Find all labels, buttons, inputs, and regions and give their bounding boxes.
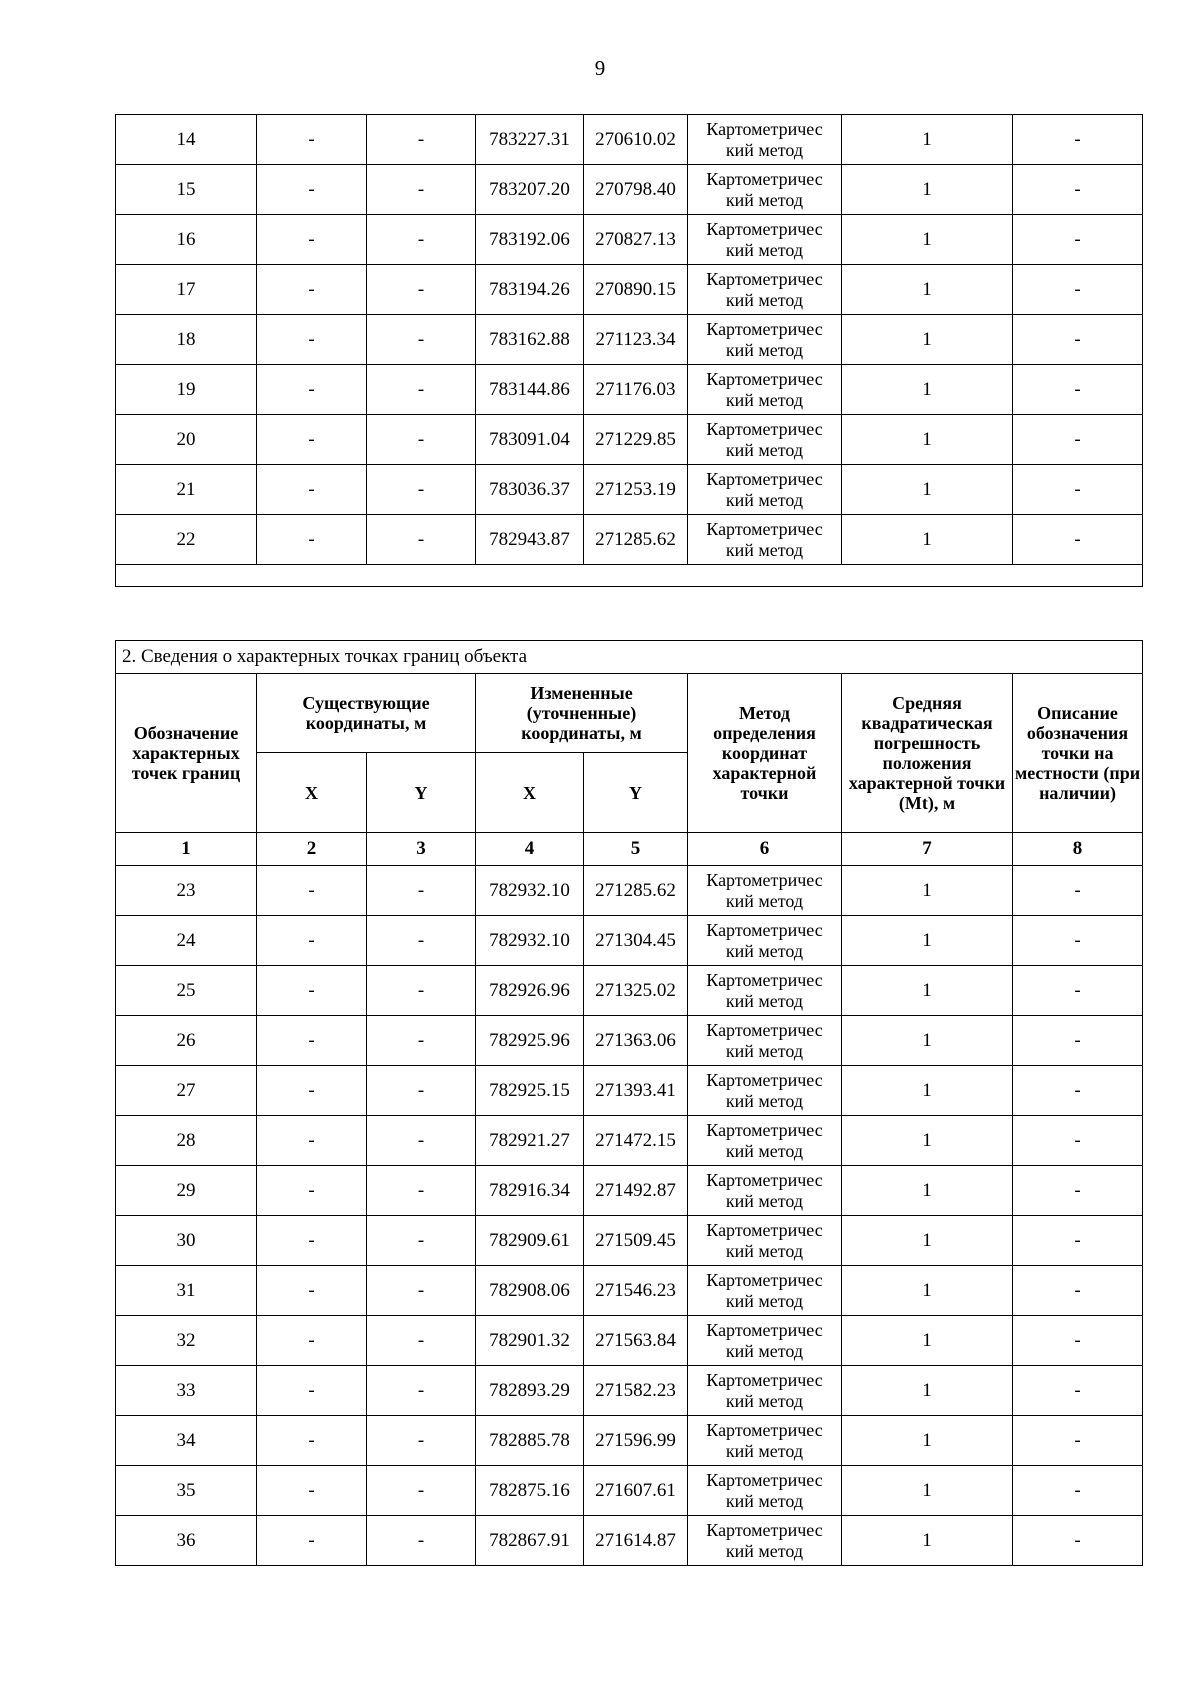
method-text-line: Картометричес — [706, 1169, 823, 1190]
existing-x-cell: - — [257, 465, 367, 515]
error-cell: 1 — [842, 866, 1013, 916]
changed-x-cell: 783192.06 — [476, 215, 584, 265]
method-text-line: кий метод — [725, 1040, 804, 1061]
point-number-cell: 25 — [116, 966, 257, 1016]
table-row — [116, 1166, 1143, 1216]
existing-x-cell: - — [257, 1366, 367, 1416]
point-number-cell: 31 — [116, 1266, 257, 1316]
point-number-cell: 26 — [116, 1016, 257, 1066]
point-number-cell: 15 — [116, 165, 257, 215]
method-text-line: Картометричес — [706, 318, 823, 339]
table-row — [116, 1466, 1143, 1516]
table-row — [116, 265, 1143, 315]
changed-y-cell: 271285.62 — [584, 515, 688, 565]
method-cell — [688, 916, 842, 966]
description-cell: - — [1013, 1066, 1143, 1116]
error-cell: 1 — [842, 1016, 1013, 1066]
description-cell: - — [1013, 115, 1143, 165]
table-row — [116, 1266, 1143, 1316]
error-cell: 1 — [842, 1316, 1013, 1366]
header-changed-coords: Измененные (уточненные) координаты, м — [476, 674, 688, 753]
method-text-line: кий метод — [725, 1490, 804, 1511]
method-text-line: кий метод — [725, 1290, 804, 1311]
method-text-line: кий метод — [725, 1540, 804, 1561]
changed-x-cell: 783162.88 — [476, 315, 584, 365]
column-number: 5 — [584, 833, 688, 866]
point-number-cell: 24 — [116, 916, 257, 966]
description-cell: - — [1013, 1416, 1143, 1466]
changed-x-cell: 782925.96 — [476, 1016, 584, 1066]
existing-x-cell: - — [257, 1516, 367, 1566]
method-cell — [688, 1366, 842, 1416]
changed-y-cell: 271472.15 — [584, 1116, 688, 1166]
description-cell: - — [1013, 465, 1143, 515]
changed-x-cell: 782901.32 — [476, 1316, 584, 1366]
method-text-line: кий метод — [725, 1390, 804, 1411]
existing-x-cell: - — [257, 315, 367, 365]
column-number: 1 — [116, 833, 257, 866]
existing-y-cell: - — [367, 115, 476, 165]
existing-y-cell: - — [367, 1116, 476, 1166]
description-cell: - — [1013, 916, 1143, 966]
page-number: 9 — [594, 56, 606, 80]
method-text-line: Картометричес — [706, 869, 823, 890]
existing-y-cell: - — [367, 1316, 476, 1366]
table-row — [116, 115, 1143, 165]
description-cell: - — [1013, 165, 1143, 215]
error-cell: 1 — [842, 1166, 1013, 1216]
changed-x-cell: 782875.16 — [476, 1466, 584, 1516]
method-cell — [688, 365, 842, 415]
existing-y-cell: - — [367, 916, 476, 966]
changed-y-cell: 270827.13 — [584, 215, 688, 265]
error-cell: 1 — [842, 515, 1013, 565]
empty-cell — [116, 565, 1143, 587]
table-row — [116, 1316, 1143, 1366]
error-cell: 1 — [842, 1066, 1013, 1116]
method-text-line: кий метод — [725, 890, 804, 911]
changed-x-cell: 783227.31 — [476, 115, 584, 165]
point-number-cell: 34 — [116, 1416, 257, 1466]
description-cell: - — [1013, 1466, 1143, 1516]
table-row — [116, 1216, 1143, 1266]
method-cell — [688, 1066, 842, 1116]
existing-x-cell: - — [257, 1266, 367, 1316]
changed-y-cell: 270610.02 — [584, 115, 688, 165]
column-number: 7 — [842, 833, 1013, 866]
error-cell: 1 — [842, 1266, 1013, 1316]
method-cell — [688, 1266, 842, 1316]
existing-y-cell: - — [367, 1016, 476, 1066]
changed-y-cell: 271509.45 — [584, 1216, 688, 1266]
point-number-cell: 16 — [116, 215, 257, 265]
table2-body — [116, 866, 1143, 1566]
error-cell: 1 — [842, 966, 1013, 1016]
changed-x-cell: 782908.06 — [476, 1266, 584, 1316]
error-cell: 1 — [842, 1516, 1013, 1566]
method-text-line: кий метод — [725, 439, 804, 460]
existing-x-cell: - — [257, 866, 367, 916]
existing-x-cell: - — [257, 1466, 367, 1516]
changed-x-cell: 782943.87 — [476, 515, 584, 565]
error-cell: 1 — [842, 115, 1013, 165]
point-number-cell: 23 — [116, 866, 257, 916]
error-cell: 1 — [842, 215, 1013, 265]
description-cell: - — [1013, 1366, 1143, 1416]
changed-y-cell: 271614.87 — [584, 1516, 688, 1566]
header-existing-x: X — [257, 753, 367, 833]
header-changed-x: X — [476, 753, 584, 833]
method-cell — [688, 1466, 842, 1516]
point-number-cell: 17 — [116, 265, 257, 315]
table-row — [116, 1066, 1143, 1116]
point-number-cell: 27 — [116, 1066, 257, 1116]
table-row — [116, 916, 1143, 966]
method-text-line: Картометричес — [706, 518, 823, 539]
table-row — [116, 1366, 1143, 1416]
method-text-line: кий метод — [725, 1140, 804, 1161]
method-cell — [688, 1116, 842, 1166]
error-cell: 1 — [842, 1216, 1013, 1266]
point-number-cell: 20 — [116, 415, 257, 465]
column-number: 4 — [476, 833, 584, 866]
method-text-line: Картометричес — [706, 468, 823, 489]
description-cell: - — [1013, 1116, 1143, 1166]
column-number: 3 — [367, 833, 476, 866]
existing-x-cell: - — [257, 515, 367, 565]
point-number-cell: 28 — [116, 1116, 257, 1166]
method-cell — [688, 215, 842, 265]
method-text-line: Картометричес — [706, 1419, 823, 1440]
table-row — [116, 315, 1143, 365]
point-number-cell: 19 — [116, 365, 257, 415]
point-number-cell: 35 — [116, 1466, 257, 1516]
method-cell — [688, 415, 842, 465]
method-text-line: кий метод — [725, 1340, 804, 1361]
changed-x-cell: 782909.61 — [476, 1216, 584, 1266]
existing-x-cell: - — [257, 916, 367, 966]
changed-y-cell: 271325.02 — [584, 966, 688, 1016]
column-number: 2 — [257, 833, 367, 866]
method-text-line: Картометричес — [706, 168, 823, 189]
table-row — [116, 215, 1143, 265]
existing-x-cell: - — [257, 1066, 367, 1116]
method-cell — [688, 1166, 842, 1216]
table-row — [116, 165, 1143, 215]
existing-x-cell: - — [257, 1166, 367, 1216]
method-text-line: Картометричес — [706, 118, 823, 139]
method-cell — [688, 465, 842, 515]
description-cell: - — [1013, 265, 1143, 315]
error-cell: 1 — [842, 465, 1013, 515]
existing-x-cell: - — [257, 115, 367, 165]
changed-x-cell: 782921.27 — [476, 1116, 584, 1166]
method-text-line: кий метод — [725, 239, 804, 260]
point-number-cell: 14 — [116, 115, 257, 165]
method-text-line: кий метод — [725, 389, 804, 410]
method-cell — [688, 1516, 842, 1566]
existing-x-cell: - — [257, 415, 367, 465]
description-cell: - — [1013, 1516, 1143, 1566]
method-cell — [688, 1316, 842, 1366]
method-text-line: Картометричес — [706, 268, 823, 289]
changed-y-cell: 271582.23 — [584, 1366, 688, 1416]
point-number-cell: 22 — [116, 515, 257, 565]
header-existing-coords: Существующие координаты, м — [257, 674, 476, 753]
method-text-line: Картометричес — [706, 1369, 823, 1390]
table-row — [116, 1416, 1143, 1466]
changed-x-cell: 782926.96 — [476, 966, 584, 1016]
description-cell: - — [1013, 866, 1143, 916]
method-text-line: Картометричес — [706, 1519, 823, 1540]
existing-y-cell: - — [367, 365, 476, 415]
error-cell: 1 — [842, 265, 1013, 315]
method-text-line: Картометричес — [706, 1469, 823, 1490]
existing-y-cell: - — [367, 315, 476, 365]
changed-x-cell: 783194.26 — [476, 265, 584, 315]
existing-x-cell: - — [257, 365, 367, 415]
changed-x-cell: 782925.15 — [476, 1066, 584, 1116]
method-cell — [688, 966, 842, 1016]
changed-x-cell: 782932.10 — [476, 916, 584, 966]
existing-x-cell: - — [257, 165, 367, 215]
changed-x-cell: 783207.20 — [476, 165, 584, 215]
method-text-line: Картометричес — [706, 218, 823, 239]
point-number-cell: 36 — [116, 1516, 257, 1566]
method-text-line: Картометричес — [706, 1219, 823, 1240]
section-title: 2. Сведения о характерных точках границ объекта — [116, 641, 1143, 674]
error-cell: 1 — [842, 1366, 1013, 1416]
method-text-line: кий метод — [725, 1090, 804, 1111]
changed-y-cell: 271546.23 — [584, 1266, 688, 1316]
method-text-line: Картометричес — [706, 919, 823, 940]
method-cell — [688, 1016, 842, 1066]
table-row — [116, 1016, 1143, 1066]
existing-y-cell: - — [367, 1266, 476, 1316]
existing-x-cell: - — [257, 215, 367, 265]
existing-y-cell: - — [367, 515, 476, 565]
existing-y-cell: - — [367, 1166, 476, 1216]
method-text-line: Картометричес — [706, 1019, 823, 1040]
method-text-line: Картометричес — [706, 368, 823, 389]
method-text-line: Картометричес — [706, 1319, 823, 1340]
method-text-line: кий метод — [725, 139, 804, 160]
changed-y-cell: 271607.61 — [584, 1466, 688, 1516]
description-cell: - — [1013, 315, 1143, 365]
table-row — [116, 1116, 1143, 1166]
existing-y-cell: - — [367, 265, 476, 315]
method-text-line: Картометричес — [706, 969, 823, 990]
existing-y-cell: - — [367, 866, 476, 916]
description-cell: - — [1013, 215, 1143, 265]
description-cell: - — [1013, 1016, 1143, 1066]
method-text-line: Картометричес — [706, 1069, 823, 1090]
changed-y-cell: 271596.99 — [584, 1416, 688, 1466]
existing-y-cell: - — [367, 215, 476, 265]
point-number-cell: 29 — [116, 1166, 257, 1216]
table-row — [116, 1516, 1143, 1566]
changed-x-cell: 782885.78 — [476, 1416, 584, 1466]
header-error: Средняя квадратическая погрешность положения характерной точки (Mt), м — [842, 674, 1013, 833]
changed-y-cell: 271253.19 — [584, 465, 688, 515]
point-number-cell: 21 — [116, 465, 257, 515]
method-text-line: кий метод — [725, 1440, 804, 1461]
existing-y-cell: - — [367, 1466, 476, 1516]
description-cell: - — [1013, 1216, 1143, 1266]
description-cell: - — [1013, 415, 1143, 465]
existing-y-cell: - — [367, 415, 476, 465]
method-cell — [688, 515, 842, 565]
table-row — [116, 866, 1143, 916]
method-text-line: кий метод — [725, 539, 804, 560]
changed-y-cell: 271492.87 — [584, 1166, 688, 1216]
changed-y-cell: 271393.41 — [584, 1066, 688, 1116]
column-number: 8 — [1013, 833, 1143, 866]
error-cell: 1 — [842, 1466, 1013, 1516]
changed-y-cell: 270798.40 — [584, 165, 688, 215]
description-cell: - — [1013, 365, 1143, 415]
table-row — [116, 465, 1143, 515]
existing-y-cell: - — [367, 1066, 476, 1116]
description-cell: - — [1013, 1316, 1143, 1366]
table1-body — [116, 115, 1143, 587]
existing-y-cell: - — [367, 1516, 476, 1566]
error-cell: 1 — [842, 415, 1013, 465]
point-number-cell: 30 — [116, 1216, 257, 1266]
existing-x-cell: - — [257, 1416, 367, 1466]
header-method: Метод определения координат характерной точки — [688, 674, 842, 833]
table-row — [116, 966, 1143, 1016]
error-cell: 1 — [842, 1416, 1013, 1466]
method-text-line: кий метод — [725, 339, 804, 360]
existing-x-cell: - — [257, 1016, 367, 1066]
changed-x-cell: 782867.91 — [476, 1516, 584, 1566]
method-text-line: кий метод — [725, 990, 804, 1011]
header-designation: Обозначение характерных точек границ — [116, 674, 257, 833]
method-cell — [688, 1216, 842, 1266]
existing-y-cell: - — [367, 1366, 476, 1416]
method-cell — [688, 1416, 842, 1466]
changed-y-cell: 271229.85 — [584, 415, 688, 465]
existing-x-cell: - — [257, 966, 367, 1016]
changed-y-cell: 271363.06 — [584, 1016, 688, 1066]
boundary-points-table — [115, 640, 1143, 1566]
column-number: 6 — [688, 833, 842, 866]
changed-y-cell: 271123.34 — [584, 315, 688, 365]
changed-y-cell: 271304.45 — [584, 916, 688, 966]
changed-y-cell: 271285.62 — [584, 866, 688, 916]
method-cell — [688, 115, 842, 165]
existing-y-cell: - — [367, 1416, 476, 1466]
table-row — [116, 515, 1143, 565]
changed-y-cell: 271563.84 — [584, 1316, 688, 1366]
method-text-line: кий метод — [725, 940, 804, 961]
description-cell: - — [1013, 1166, 1143, 1216]
existing-x-cell: - — [257, 1316, 367, 1366]
existing-x-cell: - — [257, 1116, 367, 1166]
header-changed-y: Y — [584, 753, 688, 833]
method-text-line: кий метод — [725, 1190, 804, 1211]
existing-y-cell: - — [367, 1216, 476, 1266]
table-row — [116, 415, 1143, 465]
changed-x-cell: 782893.29 — [476, 1366, 584, 1416]
existing-x-cell: - — [257, 265, 367, 315]
description-cell: - — [1013, 966, 1143, 1016]
method-text-line: Картометричес — [706, 418, 823, 439]
existing-y-cell: - — [367, 165, 476, 215]
method-text-line: кий метод — [725, 1240, 804, 1261]
header-description: Описание обозначения точки на местности (при наличии) — [1013, 674, 1143, 833]
method-text-line: кий метод — [725, 289, 804, 310]
method-cell — [688, 265, 842, 315]
point-number-cell: 33 — [116, 1366, 257, 1416]
method-cell — [688, 165, 842, 215]
error-cell: 1 — [842, 365, 1013, 415]
error-cell: 1 — [842, 315, 1013, 365]
existing-x-cell: - — [257, 1216, 367, 1266]
table-row — [116, 365, 1143, 415]
existing-y-cell: - — [367, 966, 476, 1016]
boundary-points-table-continued — [115, 114, 1143, 587]
changed-x-cell: 783091.04 — [476, 415, 584, 465]
method-text-line: Картометричес — [706, 1119, 823, 1140]
method-text-line: кий метод — [725, 189, 804, 210]
method-text-line: кий метод — [725, 489, 804, 510]
point-number-cell: 32 — [116, 1316, 257, 1366]
changed-x-cell: 783036.37 — [476, 465, 584, 515]
changed-x-cell: 782932.10 — [476, 866, 584, 916]
changed-y-cell: 270890.15 — [584, 265, 688, 315]
empty-row — [116, 565, 1143, 587]
method-cell — [688, 315, 842, 365]
error-cell: 1 — [842, 1116, 1013, 1166]
error-cell: 1 — [842, 916, 1013, 966]
existing-y-cell: - — [367, 465, 476, 515]
header-existing-y: Y — [367, 753, 476, 833]
changed-y-cell: 271176.03 — [584, 365, 688, 415]
changed-x-cell: 782916.34 — [476, 1166, 584, 1216]
description-cell: - — [1013, 1266, 1143, 1316]
method-cell — [688, 866, 842, 916]
method-text-line: Картометричес — [706, 1269, 823, 1290]
changed-x-cell: 783144.86 — [476, 365, 584, 415]
description-cell: - — [1013, 515, 1143, 565]
error-cell: 1 — [842, 165, 1013, 215]
point-number-cell: 18 — [116, 315, 257, 365]
